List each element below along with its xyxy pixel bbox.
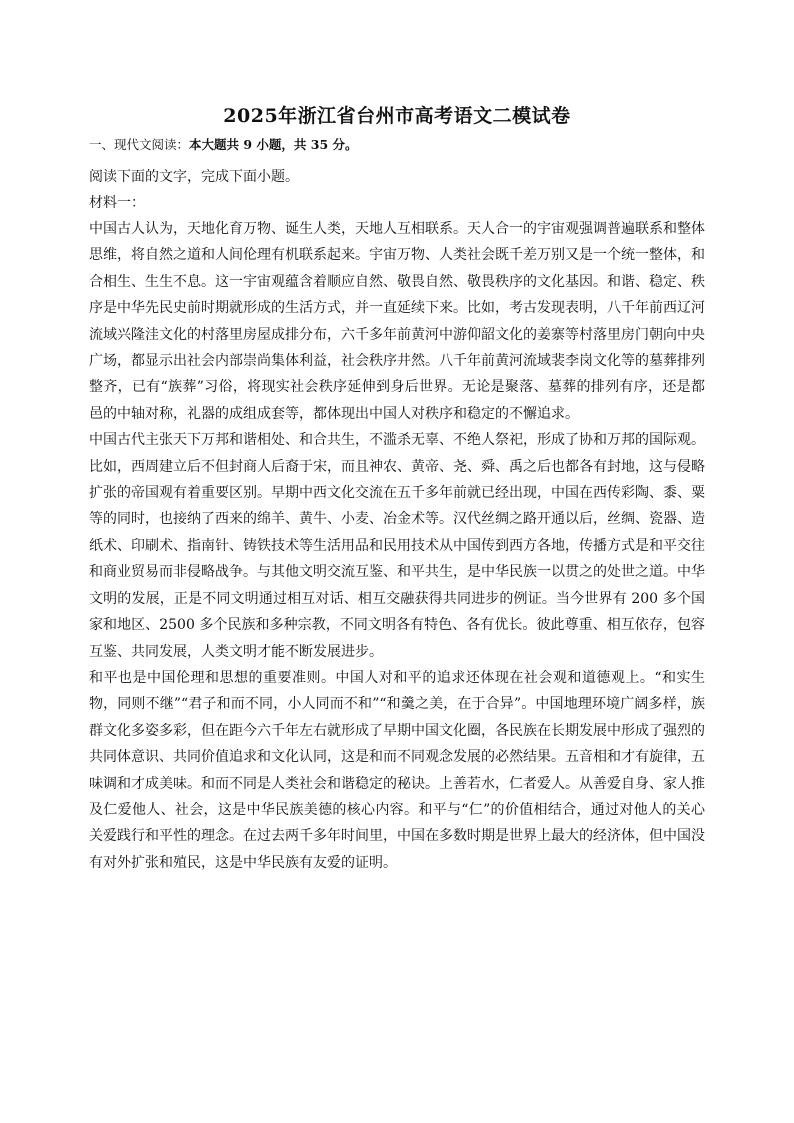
reading-instruction: 阅读下面的文字，完成下面小题。 xyxy=(89,169,299,185)
paragraph-2: 中国古代主张天下万邦和谐相处、和合共生，不滥杀无辜、不绝人祭祀，形成了协和万邦的国际观。比如，西周建立后不但封商人后裔于宋，而且神农、黄帝、尧、舜、禹之后也都各有封地，这与侵略扩张的帝国观有着重要区别。早期中西文化交流在五千多年前就已经出现，中国在西传彩陶、黍、粟等的同时，也接纳了西来的绵羊、黄牛、小麦、冶金术等。汉代丝绸之路开通以后，丝绸、瓷器、造纸术、印刷术、指南针、铸铁技术等生活用品和民用技术从中国传到西方各地，传播方式是和平交往和商业贸易而非侵略战争。与其他文明交流互鉴、和平共生，是中华民族一以贯之的处世之道。中华文明的发展，正是不同文明通过相互对话、相互交融获得共同进步的例证。当今世界有 200 多个国家和地区、2500 多个民族和多种宗教，不同文明各有特色、各有优长。彼此尊重、相互依存，包容互鉴、共同发展，人类文明才能不断发展进步。 xyxy=(89,432,705,660)
paragraph-3: 和平也是中国伦理和思想的重要准则。中国人对和平的追求还体现在社会观和道德观上。“和实生物，同则不继”“君子和而不同，小人同而不和”“和羹之美，在于合异”。中国地理环境广阔多样，族群文化多姿多彩，但在距今六千年左右就形成了早期中国文化圈，各民族在长期发展中形成了强烈的共同体意识、共同价值追求和文化认同，这是和而不同观念发展的必然结果。五音相和才有旋律，五味调和才成美味。和而不同是人类社会和谐稳定的秘诀。上善若水，仁者爱人。从善爱自身、家人推及仁爱他人、社会，这是中华民族美德的核心内容。和平与“仁”的价值相结合，通过对他人的关心关爱践行和平性的理念。在过去两千多年时间里，中国在多数时期是世界上最大的经济体，但中国没有对外扩张和殖民，这是中华民族有友爱的证明。 xyxy=(89,669,705,871)
material-label: 材料一： xyxy=(89,195,145,211)
section-heading xyxy=(89,136,705,154)
section-description: 本大题共 9 小题，共 35 分。 xyxy=(189,137,358,152)
section-prefix: 一、现代文阅读： xyxy=(89,137,190,152)
paragraph-1: 中国古人认为，天地化育万物、诞生人类，天地人互相联系。天人合一的宇宙观强调普遍联系和整体思维，将自然之道和人间伦理有机联系起来。宇宙万物、人类社会既千差万别又是一个统一整体，和合相生、生生不息。这一宇宙观蕴含着顺应自然、敬畏自然、敬畏秩序的文化基因。和谐、稳定、秩序是中华先民史前时期就形成的生活方式，并一直延续下来。比如，考古发现表明，八千年前西辽河流域兴隆洼文化的村落里房屋成排分布，六千多年前黄河中游仰韶文化的姜寨等村落里房门朝向中央广场，都显示出社会内部崇尚集体利益，社会秩序井然。八千年前黄河流域裴李岗文化等的墓葬排列整齐，已有“族葬”习俗，将现实社会秩序延伸到身后世界。无论是聚落、墓葬的排列有序，还是都邑的中轴对称，礼器的成组成套等，都体现出中国人对秩序和稳定的不懈追求。 xyxy=(89,221,705,422)
document-title: 2025年浙江省台州市高考语文二模试卷 xyxy=(223,105,571,127)
